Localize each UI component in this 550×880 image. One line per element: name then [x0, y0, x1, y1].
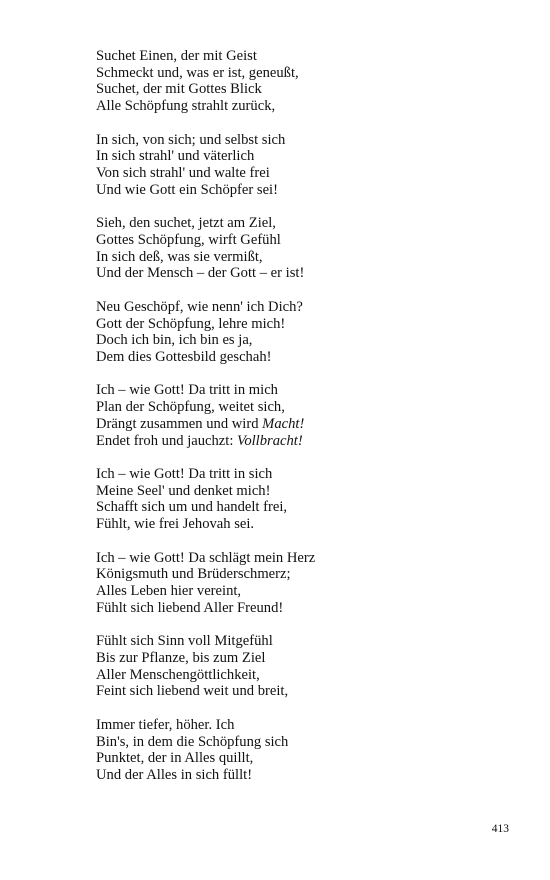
poem-line: Königsmuth und Brüderschmerz;	[96, 566, 291, 583]
poem-line-text: Drängt zusammen und wird	[96, 415, 263, 432]
poem-line: Fühlt sich liebend Aller Freund!	[96, 599, 284, 616]
poem-line: Schmeckt und, was er ist, geneußt,	[96, 64, 299, 81]
poem-line: Plan der Schöpfung, weitet sich,	[96, 399, 285, 416]
poem-body	[96, 48, 496, 800]
poem-line: Feint sich liebend weit und breit,	[96, 683, 289, 700]
poem-line: Suchet, der mit Gottes Blick	[96, 81, 262, 98]
poem-line: Ich – wie Gott! Da schlägt mein Herz	[96, 549, 316, 566]
poem-line: Aller Menschengöttlichkeit,	[96, 666, 260, 683]
poem-line: Und der Alles in sich füllt!	[96, 766, 253, 783]
stanza-3	[96, 215, 496, 282]
poem-line: Ich – wie Gott! Da tritt in mich	[96, 382, 278, 399]
poem-line: Gottes Schöpfung, wirft Gefühl	[96, 231, 281, 248]
poem-line: Ich – wie Gott! Da tritt in sich	[96, 466, 273, 483]
stanza-6	[96, 466, 496, 533]
poem-line: Fühlt sich Sinn voll Mitgefühl	[96, 633, 273, 650]
poem-line: Bin's, in dem die Schöpfung sich	[96, 733, 289, 750]
stanza-1	[96, 48, 496, 115]
poem-line: Meine Seel' und denket mich!	[96, 482, 271, 499]
poem-line: Dem dies Gottesbild geschah!	[96, 348, 272, 365]
stanza-9	[96, 717, 496, 784]
poem-line: Sieh, den suchet, jetzt am Ziel,	[96, 215, 276, 232]
poem-line: Suchet Einen, der mit Geist	[96, 48, 257, 64]
poem-line: Immer tiefer, höher. Ich	[96, 716, 235, 733]
stanza-4	[96, 299, 496, 366]
poem-line-emphasis: Macht!	[262, 415, 305, 432]
poem-line: Gott der Schöpfung, lehre mich!	[96, 315, 286, 332]
poem-line: Bis zur Pflanze, bis zum Ziel	[96, 649, 266, 666]
poem-line	[96, 433, 496, 450]
poem-line: In sich strahl' und väterlich	[96, 148, 255, 165]
stanza-2	[96, 132, 496, 199]
poem-line: Neu Geschöpf, wie nenn' ich Dich?	[96, 298, 303, 315]
poem-line-text: Endet froh und jauchzt:	[96, 432, 238, 449]
poem-line: Alle Schöpfung strahlt zurück,	[96, 98, 276, 115]
poem-line: Fühlt, wie frei Jehovah sei.	[96, 516, 255, 533]
poem-line: Doch ich bin, ich bin es ja,	[96, 332, 253, 349]
page-number: 413	[491, 823, 509, 835]
poem-line: Schafft sich um und handelt frei,	[96, 499, 288, 516]
poem-line: Und der Mensch – der Gott – er ist!	[96, 265, 305, 282]
poem-line	[96, 416, 496, 433]
stanza-5	[96, 382, 496, 449]
poem-line: Von sich strahl' und walte frei	[96, 165, 270, 182]
poem-line: Und wie Gott ein Schöpfer sei!	[96, 181, 278, 198]
stanza-7	[96, 550, 496, 617]
poem-line: In sich deß, was sie vermißt,	[96, 248, 263, 265]
poem-line-emphasis: Vollbracht!	[237, 432, 303, 449]
poem-line: Punktet, der in Alles quillt,	[96, 750, 254, 767]
stanza-8	[96, 633, 496, 700]
poem-line: Alles Leben hier vereint,	[96, 583, 242, 600]
poem-line: In sich, von sich; und selbst sich	[96, 131, 286, 148]
